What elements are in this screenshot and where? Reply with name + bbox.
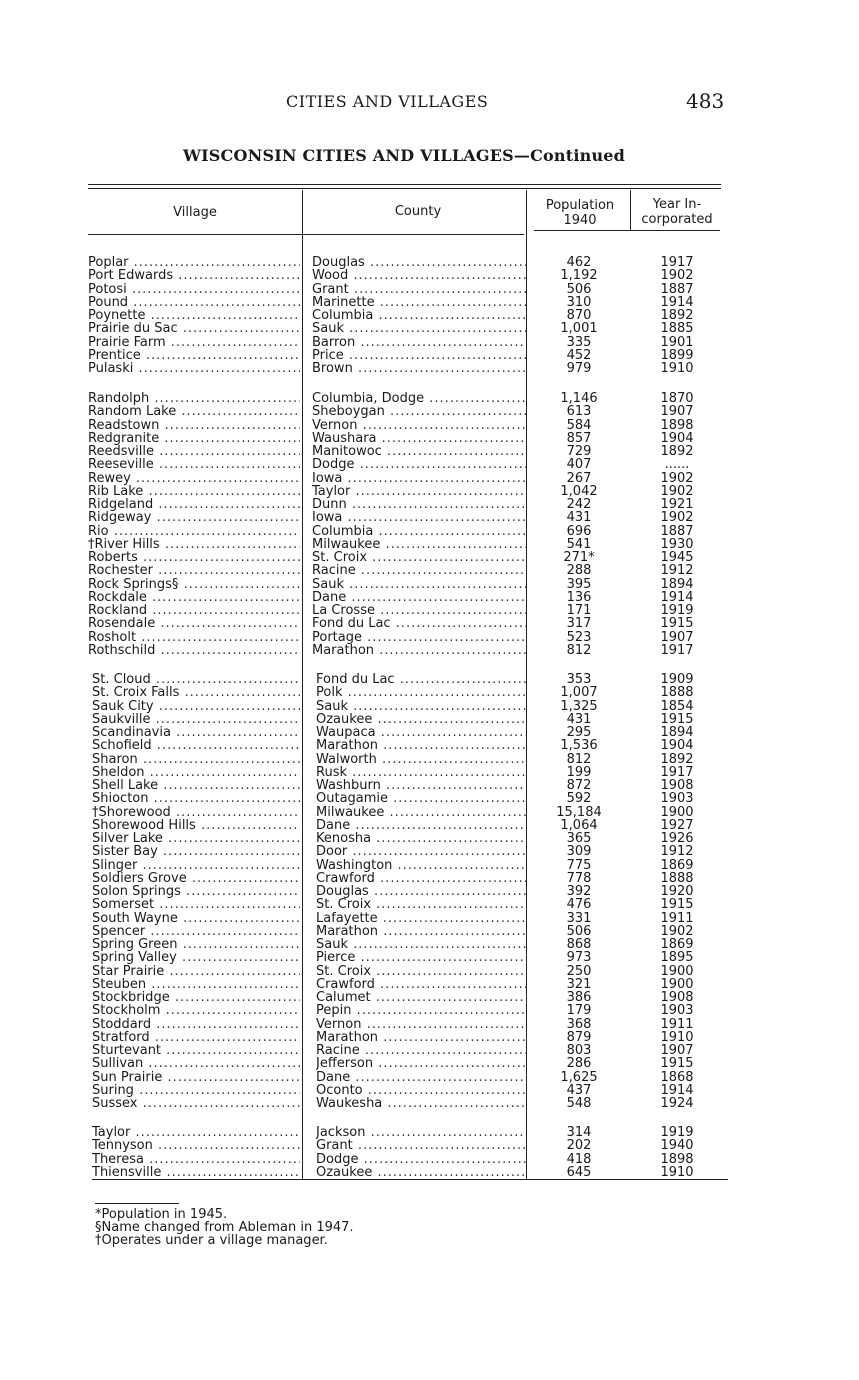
county-cell: Marathon ..... (316, 739, 526, 752)
village-cell: Prairie Farm ..... (88, 336, 300, 349)
county-cell: Price ..... (312, 349, 526, 362)
year-cell: 1911 (660, 1018, 694, 1031)
year-cell: 1914 (660, 591, 694, 604)
year-cell: 1919 (660, 604, 694, 617)
county-cell: Marathon ..... (316, 925, 526, 938)
year-cell: 1915 (660, 617, 694, 630)
footnote: §Name changed from Ableman in 1947. (95, 1220, 354, 1235)
village-cell: Star Prairie ..... (92, 965, 300, 978)
village-cell: Sharon ..... (92, 753, 300, 766)
population-cell: 1,064 (560, 819, 598, 832)
year-cell: 1909 (660, 673, 694, 686)
village-cell: Spring Green ..... (92, 938, 300, 951)
population-cell: 418 (566, 1153, 592, 1166)
table-top-rule-2 (88, 188, 721, 189)
county-cell: St. Croix ..... (316, 898, 526, 911)
population-cell: 368 (566, 1018, 592, 1031)
village-cell: Tennyson ..... (92, 1139, 300, 1152)
village-cell: Reedsville ..... (88, 445, 300, 458)
year-cell: 1912 (660, 564, 694, 577)
table-top-rule (88, 184, 721, 185)
year-cell: 1910 (660, 1166, 694, 1179)
county-cell: Door ..... (316, 845, 526, 858)
county-cell: Crawford ..... (316, 978, 526, 991)
village-cell: Rochester ..... (88, 564, 300, 577)
year-cell: 1892 (660, 753, 694, 766)
county-cell: Sheboygan ..... (312, 405, 526, 418)
population-cell: 295 (566, 726, 592, 739)
population-cell: 136 (566, 591, 592, 604)
county-cell: Douglas ..... (316, 885, 526, 898)
county-cell: Columbia ..... (312, 309, 526, 322)
county-cell: Dane ..... (316, 1071, 526, 1084)
year-cell: 1902 (660, 511, 694, 524)
village-cell: Sister Bay ..... (92, 845, 300, 858)
county-cell: Washington ..... (316, 859, 526, 872)
population-cell: 812 (566, 753, 592, 766)
village-cell: Prentice ..... (88, 349, 300, 362)
population-cell: 314 (566, 1126, 592, 1139)
population-cell: 199 (566, 766, 592, 779)
population-cell: 812 (566, 644, 592, 657)
county-cell: Waushara ..... (312, 432, 526, 445)
header-bottom-rule (534, 230, 720, 231)
county-cell: Marathon ..... (312, 644, 526, 657)
county-cell: Jackson ..... (316, 1126, 526, 1139)
population-cell: 288 (566, 564, 592, 577)
year-cell: 1854 (660, 700, 694, 713)
year-cell: 1901 (660, 336, 694, 349)
county-cell: Oconto ..... (316, 1084, 526, 1097)
running-head (0, 89, 859, 116)
village-cell: †River Hills ..... (88, 538, 300, 551)
village-cell: Stockbridge ..... (92, 991, 300, 1004)
population-cell: 476 (566, 898, 592, 911)
village-cell: South Wayne ..... (92, 912, 300, 925)
population-cell: 592 (566, 792, 592, 805)
county-cell: Columbia ..... (312, 525, 526, 538)
village-cell: Sturtevant ..... (92, 1044, 300, 1057)
county-cell: Fond du Lac ..... (316, 673, 526, 686)
village-cell: Theresa ..... (92, 1153, 300, 1166)
table-title: WISCONSIN CITIES AND VILLAGES—Continued (182, 146, 626, 165)
county-cell: Sauk ..... (316, 700, 526, 713)
village-cell: Sheldon ..... (92, 766, 300, 779)
population-cell: 1,192 (560, 269, 598, 282)
population-cell: 523 (566, 631, 592, 644)
county-cell: Washburn ..... (316, 779, 526, 792)
column-divider (526, 190, 527, 1180)
county-cell: Iowa ..... (312, 511, 526, 524)
village-cell: Rosholt ..... (88, 631, 300, 644)
year-cell: 1945 (660, 551, 694, 564)
population-cell: 729 (566, 445, 592, 458)
population-cell: 386 (566, 991, 592, 1004)
year-cell: 1915 (660, 1057, 694, 1070)
county-cell: Outagamie ..... (316, 792, 526, 805)
county-cell: Douglas ..... (312, 256, 526, 269)
year-cell: 1888 (660, 872, 694, 885)
year-cell: 1927 (660, 819, 694, 832)
county-cell: Marinette ..... (312, 296, 526, 309)
county-cell: Grant ..... (312, 283, 526, 296)
county-cell: Waukesha ..... (316, 1097, 526, 1110)
year-cell: 1904 (660, 739, 694, 752)
county-cell: Dane ..... (312, 591, 526, 604)
village-cell: Spencer ..... (92, 925, 300, 938)
county-cell: Wood ..... (312, 269, 526, 282)
population-cell: 452 (566, 349, 592, 362)
village-cell: Ridgeland ..... (88, 498, 300, 511)
population-cell: 335 (566, 336, 592, 349)
population-cell: 437 (566, 1084, 592, 1097)
year-cell: 1869 (660, 938, 694, 951)
year-cell: 1898 (660, 1153, 694, 1166)
year-cell: 1894 (660, 578, 694, 591)
footnote-rule (95, 1203, 179, 1204)
population-cell: 1,625 (560, 1071, 598, 1084)
population-cell: 1,536 (560, 739, 598, 752)
village-cell: St. Cloud ..... (92, 673, 300, 686)
year-cell: 1894 (660, 726, 694, 739)
year-cell: 1912 (660, 845, 694, 858)
county-cell: Pierce ..... (316, 951, 526, 964)
population-cell: 317 (566, 617, 592, 630)
population-cell: 353 (566, 673, 592, 686)
county-cell: La Crosse ..... (312, 604, 526, 617)
year-cell: 1908 (660, 991, 694, 1004)
county-cell: Crawford ..... (316, 872, 526, 885)
population-cell: 267 (566, 472, 592, 485)
village-cell: Prairie du Sac ..... (88, 322, 300, 335)
year-cell: 1940 (660, 1139, 694, 1152)
county-cell: Taylor ..... (312, 485, 526, 498)
village-cell: Silver Lake ..... (92, 832, 300, 845)
population-cell: 613 (566, 405, 592, 418)
village-cell: Solon Springs ..... (92, 885, 300, 898)
year-cell: 1917 (660, 256, 694, 269)
population-cell: 696 (566, 525, 592, 538)
table-bottom-rule (92, 1179, 728, 1180)
population-cell: 506 (566, 283, 592, 296)
county-cell: Sauk ..... (316, 938, 526, 951)
population-cell: 202 (566, 1139, 592, 1152)
county-cell: Ozaukee ..... (316, 1166, 526, 1179)
footnotes (95, 1208, 354, 1247)
population-cell: 1,146 (560, 392, 598, 405)
year-cell: 1868 (660, 1071, 694, 1084)
population-cell: 548 (566, 1097, 592, 1110)
population-cell: 506 (566, 925, 592, 938)
year-cell: 1869 (660, 859, 694, 872)
population-cell: 395 (566, 578, 592, 591)
county-cell: Rusk ..... (316, 766, 526, 779)
village-cell: Rothschild ..... (88, 644, 300, 657)
population-cell: 868 (566, 938, 592, 951)
population-cell: 1,001 (560, 322, 598, 335)
village-cell: Pulaski ..... (88, 362, 300, 375)
population-cell: 973 (566, 951, 592, 964)
county-cell: Kenosha ..... (316, 832, 526, 845)
year-cell: 1899 (660, 349, 694, 362)
village-cell: Rock Springs§ ..... (88, 578, 300, 591)
year-cell: 1920 (660, 885, 694, 898)
village-cell: Shiocton ..... (92, 792, 300, 805)
population-cell: 584 (566, 419, 592, 432)
village-cell: Saukville ..... (92, 713, 300, 726)
year-cell: 1888 (660, 686, 694, 699)
village-cell: Randolph ..... (88, 392, 300, 405)
county-cell: Racine ..... (312, 564, 526, 577)
village-cell: Poynette ..... (88, 309, 300, 322)
village-cell: Pound ..... (88, 296, 300, 309)
county-cell: Dane ..... (316, 819, 526, 832)
population-cell: 872 (566, 779, 592, 792)
county-cell: Manitowoc ..... (312, 445, 526, 458)
village-cell: Slinger ..... (92, 859, 300, 872)
village-cell: Sussex ..... (92, 1097, 300, 1110)
village-cell: Spring Valley ..... (92, 951, 300, 964)
year-cell: 1919 (660, 1126, 694, 1139)
county-cell: Waupaca ..... (316, 726, 526, 739)
population-cell: 331 (566, 912, 592, 925)
population-cell: 870 (566, 309, 592, 322)
population-cell: 1,042 (560, 485, 598, 498)
year-cell: 1907 (660, 631, 694, 644)
year-cell: 1915 (660, 898, 694, 911)
village-cell: Readstown ..... (88, 419, 300, 432)
village-cell: Soldiers Grove ..... (92, 872, 300, 885)
village-cell: Roberts ..... (88, 551, 300, 564)
county-cell: Sauk ..... (312, 322, 526, 335)
county-cell: Dunn ..... (312, 498, 526, 511)
village-cell: Rio ..... (88, 525, 300, 538)
village-cell: Stockholm ..... (92, 1004, 300, 1017)
year-cell: 1900 (660, 965, 694, 978)
population-cell: 431 (566, 713, 592, 726)
column-divider (302, 190, 303, 1180)
village-cell: St. Croix Falls ..... (92, 686, 300, 699)
year-cell: 1914 (660, 1084, 694, 1097)
village-cell: Ridgeway ..... (88, 511, 300, 524)
village-cell: Rockdale ..... (88, 591, 300, 604)
year-cell: 1930 (660, 538, 694, 551)
county-cell: Portage ..... (312, 631, 526, 644)
village-cell: Schofield ..... (92, 739, 300, 752)
village-cell: Reeseville ..... (88, 458, 300, 471)
county-cell: Polk ..... (316, 686, 526, 699)
year-cell: 1911 (660, 912, 694, 925)
village-cell: Poplar ..... (88, 256, 300, 269)
year-cell: 1902 (660, 269, 694, 282)
county-cell: St. Croix ..... (316, 965, 526, 978)
village-cell: Steuben ..... (92, 978, 300, 991)
year-cell: 1902 (660, 472, 694, 485)
county-cell: Pepin ..... (316, 1004, 526, 1017)
year-cell: 1903 (660, 1004, 694, 1017)
population-cell: 857 (566, 432, 592, 445)
year-cell: 1917 (660, 644, 694, 657)
county-cell: Fond du Lac ..... (312, 617, 526, 630)
county-cell: Calumet ..... (316, 991, 526, 1004)
column-divider (630, 190, 631, 230)
population-cell: 321 (566, 978, 592, 991)
village-cell: Sauk City ..... (92, 700, 300, 713)
county-cell: Barron ..... (312, 336, 526, 349)
population-cell: 462 (566, 256, 592, 269)
village-cell: Rockland ..... (88, 604, 300, 617)
village-cell: Sun Prairie ..... (92, 1071, 300, 1084)
year-cell: 1915 (660, 713, 694, 726)
column-header-village: Village (173, 205, 217, 220)
population-cell: 775 (566, 859, 592, 872)
year-cell: 1907 (660, 1044, 694, 1057)
population-cell: 645 (566, 1166, 592, 1179)
village-cell: Random Lake ..... (88, 405, 300, 418)
county-cell: Ozaukee ..... (316, 713, 526, 726)
population-cell: 179 (566, 1004, 592, 1017)
population-cell: 803 (566, 1044, 592, 1057)
year-cell: 1887 (660, 283, 694, 296)
village-cell: †Shorewood ..... (92, 806, 300, 819)
population-cell: 392 (566, 885, 592, 898)
village-cell: Redgranite ..... (88, 432, 300, 445)
county-cell: Vernon ..... (316, 1018, 526, 1031)
header-bottom-rule (88, 234, 524, 235)
county-cell: Milwaukee ..... (312, 538, 526, 551)
footnote: *Population in 1945. (95, 1207, 228, 1222)
village-cell: Stoddard ..... (92, 1018, 300, 1031)
village-cell: Rewey ..... (88, 472, 300, 485)
population-cell: 242 (566, 498, 592, 511)
population-cell: 541 (566, 538, 592, 551)
county-cell: Dodge ..... (316, 1153, 526, 1166)
column-header-county: County (394, 204, 442, 219)
village-cell: Scandinavia ..... (92, 726, 300, 739)
village-cell: Shell Lake ..... (92, 779, 300, 792)
year-cell: 1902 (660, 485, 694, 498)
village-cell: Port Edwards ..... (88, 269, 300, 282)
county-cell: Marathon ..... (316, 1031, 526, 1044)
year-cell: 1910 (660, 362, 694, 375)
county-cell: Grant ..... (316, 1139, 526, 1152)
village-cell: Stratford ..... (92, 1031, 300, 1044)
population-cell: 1,007 (560, 686, 598, 699)
village-cell: Shorewood Hills ..... (92, 819, 300, 832)
year-cell: 1907 (660, 405, 694, 418)
year-cell: 1870 (660, 392, 694, 405)
population-cell: 879 (566, 1031, 592, 1044)
village-cell: Rib Lake ..... (88, 485, 300, 498)
county-cell: Dodge ..... (312, 458, 526, 471)
county-cell: Racine ..... (316, 1044, 526, 1057)
footnote: †Operates under a village manager. (95, 1233, 328, 1248)
population-cell: 1,325 (560, 700, 598, 713)
population-cell: 271* (563, 551, 595, 564)
year-cell: 1914 (660, 296, 694, 309)
column-header-population: Population 1940 (545, 198, 615, 228)
population-cell: 15,184 (556, 806, 602, 819)
year-cell: 1903 (660, 792, 694, 805)
village-cell: Thiensville ..... (92, 1166, 300, 1179)
year-cell: 1902 (660, 925, 694, 938)
county-cell: Lafayette ..... (316, 912, 526, 925)
county-cell: Sauk ..... (312, 578, 526, 591)
county-cell: Jefferson ..... (316, 1057, 526, 1070)
population-cell: 431 (566, 511, 592, 524)
village-cell: Suring ..... (92, 1084, 300, 1097)
year-cell: 1900 (660, 806, 694, 819)
year-cell: 1892 (660, 445, 694, 458)
year-cell: 1926 (660, 832, 694, 845)
year-cell: 1887 (660, 525, 694, 538)
population-cell: 310 (566, 296, 592, 309)
county-cell: Walworth ..... (316, 753, 526, 766)
population-cell: 171 (566, 604, 592, 617)
column-header-year: Year In- corporated (641, 197, 713, 227)
population-cell: 286 (566, 1057, 592, 1070)
year-cell: 1900 (660, 978, 694, 991)
village-cell: Rosendale ..... (88, 617, 300, 630)
population-cell: 309 (566, 845, 592, 858)
county-cell: Brown ..... (312, 362, 526, 375)
village-cell: Somerset ..... (92, 898, 300, 911)
year-cell: 1904 (660, 432, 694, 445)
year-cell: 1924 (660, 1097, 694, 1110)
population-cell: 979 (566, 362, 592, 375)
running-title: CITIES AND VILLAGES (286, 92, 489, 111)
county-cell: St. Croix ..... (312, 551, 526, 564)
year-cell: 1908 (660, 779, 694, 792)
year-cell: 1895 (660, 951, 694, 964)
county-cell: Vernon ..... (312, 419, 526, 432)
year-cell: 1885 (660, 322, 694, 335)
year-cell: 1917 (660, 766, 694, 779)
year-cell: 1910 (660, 1031, 694, 1044)
county-cell: Columbia, Dodge ..... (312, 392, 526, 405)
village-cell: Taylor ..... (92, 1126, 300, 1139)
county-cell: Milwaukee ..... (316, 806, 526, 819)
population-cell: 250 (566, 965, 592, 978)
village-cell: Sullivan ..... (92, 1057, 300, 1070)
county-cell: Iowa ..... (312, 472, 526, 485)
year-cell: 1921 (660, 498, 694, 511)
page-number: 483 (686, 89, 725, 113)
year-cell: 1898 (660, 419, 694, 432)
year-cell: ...... (664, 458, 690, 471)
population-cell: 407 (566, 458, 592, 471)
year-cell: 1892 (660, 309, 694, 322)
village-cell: Potosi ..... (88, 283, 300, 296)
population-cell: 365 (566, 832, 592, 845)
population-cell: 778 (566, 872, 592, 885)
